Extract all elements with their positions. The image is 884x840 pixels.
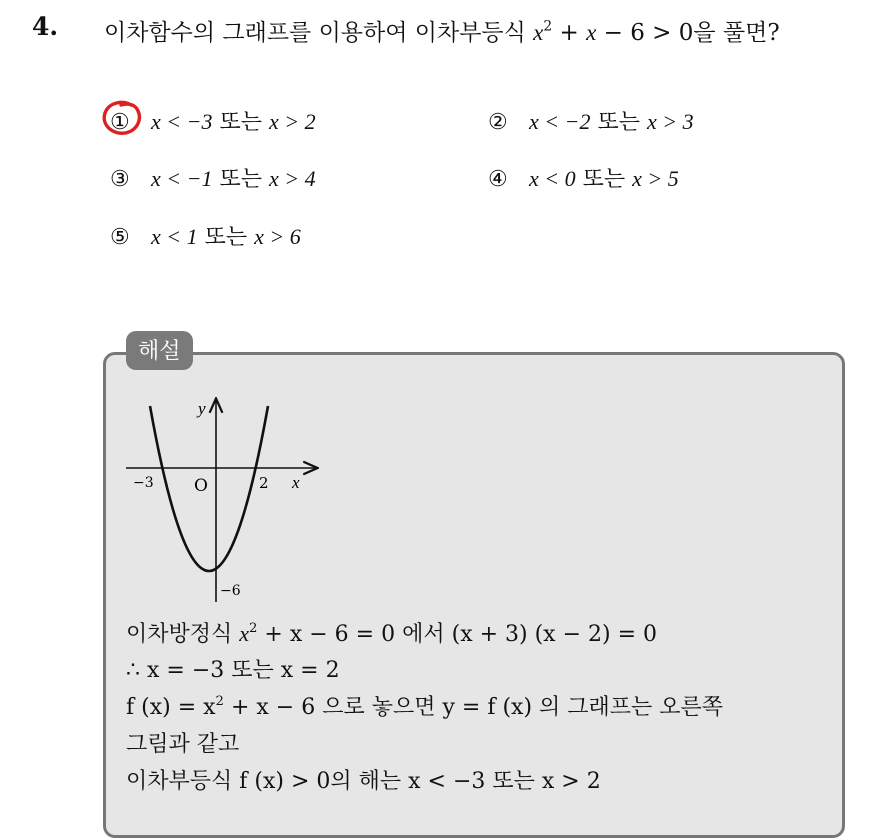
choice-3-right: x > 4 bbox=[268, 166, 316, 191]
choice-3-or: 또는 bbox=[219, 167, 262, 192]
y-axis-label: y bbox=[198, 399, 206, 418]
line5-label: 이차부등식 bbox=[126, 769, 233, 794]
choice-4-left: x < 0 bbox=[529, 166, 576, 191]
choice-1-left: x < −3 bbox=[151, 109, 213, 134]
line5-ineq: f (x) > 0 bbox=[239, 769, 331, 794]
line3-desc: 의 그래프는 오른쪽 bbox=[539, 695, 724, 720]
solution-tag: 해설 bbox=[126, 331, 193, 370]
choice-5-number: ⑤ bbox=[110, 225, 130, 250]
inequality-var-linear: x bbox=[586, 20, 597, 45]
choice-2[interactable] bbox=[488, 105, 694, 136]
choice-4-or: 또는 bbox=[582, 167, 626, 192]
choice-2-number: ② bbox=[488, 110, 508, 135]
choice-3-number: ③ bbox=[110, 167, 130, 192]
line3-word: 으로 놓으면 bbox=[322, 695, 436, 720]
root-right-label: 2 bbox=[259, 474, 269, 492]
x-axis-label: x bbox=[292, 473, 300, 492]
line1-exp: 2 bbox=[249, 620, 258, 636]
line3-rest: + x − 6 bbox=[230, 695, 316, 720]
origin-label: O bbox=[194, 476, 208, 496]
line3-exp: 2 bbox=[215, 693, 224, 709]
line5-word: 의 해는 bbox=[330, 769, 402, 794]
choice-4-number: ④ bbox=[488, 167, 508, 192]
choice-1-or: 또는 bbox=[219, 110, 262, 135]
choice-1-number: ① bbox=[110, 110, 130, 135]
solution-line-3 bbox=[126, 689, 723, 726]
inequality-rest: − 6 > 0 bbox=[596, 20, 694, 46]
question-number: 4. bbox=[32, 12, 59, 41]
parabola-graph bbox=[118, 396, 328, 606]
choice-1[interactable] bbox=[110, 105, 316, 136]
root-left-label: −3 bbox=[133, 475, 154, 491]
question-prefix: 이차함수의 그래프를 이용하여 이차부등식 bbox=[104, 20, 526, 46]
line1-label: 이차방정식 bbox=[126, 622, 233, 647]
inequality-var: x bbox=[533, 20, 544, 45]
choice-3[interactable] bbox=[110, 162, 316, 193]
choice-5-left: x < 1 bbox=[151, 224, 198, 249]
line1-var: x bbox=[239, 621, 250, 646]
choice-5-right: x > 6 bbox=[254, 224, 301, 249]
line3-yfunc: y = f (x) bbox=[442, 695, 533, 720]
line3-func: f (x) = x bbox=[126, 695, 216, 720]
question-text: 이차함수의 그래프를 이용하여 이차부등식 $x^2 + x - 6 > 0$을 풀면? bbox=[104, 18, 780, 46]
choice-3-left: x < −1 bbox=[151, 166, 213, 191]
choice-5-or: 또는 bbox=[204, 225, 248, 250]
line1-eq: + x − 6 = 0 bbox=[264, 622, 396, 647]
solution-line-4: 그림과 같고 bbox=[126, 732, 240, 757]
choice-2-or: 또는 bbox=[597, 110, 640, 135]
choice-1-right: x > 2 bbox=[268, 109, 316, 134]
solution-line-1 bbox=[126, 615, 723, 652]
line1-word: 에서 bbox=[402, 622, 445, 647]
choice-4[interactable] bbox=[488, 162, 679, 193]
line5-answer: x < −3 또는 x > 2 bbox=[408, 769, 601, 794]
vertex-label: −6 bbox=[220, 583, 241, 599]
choice-2-left: x < −2 bbox=[529, 109, 591, 134]
line1-factored: (x + 3) (x − 2) = 0 bbox=[451, 622, 657, 647]
solution-line-2: ∴ x = −3 또는 x = 2 bbox=[126, 658, 340, 683]
solution-line-5 bbox=[126, 763, 723, 800]
choice-2-right: x > 3 bbox=[646, 109, 694, 134]
parabola-curve bbox=[150, 406, 268, 571]
choice-4-right: x > 5 bbox=[632, 166, 679, 191]
solution-text bbox=[126, 615, 723, 800]
inequality-exponent: 2 bbox=[543, 18, 553, 35]
question-suffix: 을 풀면? bbox=[693, 20, 780, 46]
choice-5[interactable] bbox=[110, 220, 301, 251]
